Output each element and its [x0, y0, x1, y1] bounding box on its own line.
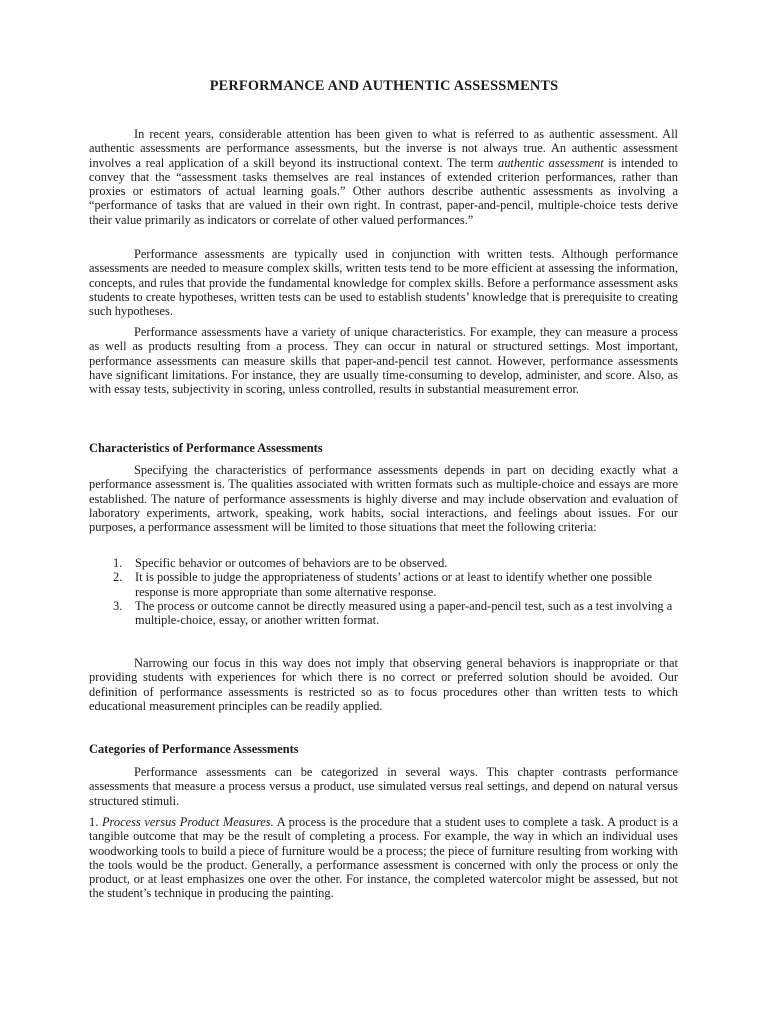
categories-heading: Categories of Performance Assessments	[89, 742, 299, 756]
criteria-item-text: The process or outcome cannot be directly measured using a paper-and-pencil test, such as a test involving a multiple-choice, essay, or another written format.	[135, 598, 673, 628]
process-product-text: A process is the procedure that a student uses to complete a task. A product is a tangible outcome that may be the result of completing a process. For example, the way in which an individual uses woodworking tools to build a piece of furniture would be a process; the piece of furniture resulting from working with the tools would be the product. Generally, a performance assessment is concerned with only the process or only the product, or at least emphasizes one over the other. For instance, the completed watercolor might be assessed, but not the student’s technique in producing the painting.	[89, 815, 678, 901]
criteria-item-number: 2.	[113, 570, 123, 585]
process-product-title: Process versus Product Measures.	[101, 815, 274, 829]
categories-paragraph-1: Performance assessments can be categorized in several ways. This chapter contrasts performance assessments that measure a process versus a product, use simulated versus real settings, and depend on natural versus structured stimuli.	[89, 765, 678, 808]
criteria-list	[89, 556, 678, 627]
criteria-item-text: Specific behavior or outcomes of behaviors are to be observed.	[135, 556, 448, 570]
intro-paragraph-1	[89, 127, 678, 227]
intro-paragraph-3: Performance assessments have a variety of unique characteristics. For example, they can measure a process as well as products resulting from a process. They can occur in natural or structured settings. Most important, performance assessments can measure skills that paper-and-pencil test cannot. However, performance assessments have significant limitations. For instance, they are usually time-consuming to develop, administer, and score. Also, as with essay tests, subjectivity in scoring, unless controlled, results in substantial measurement error.	[89, 325, 678, 397]
intro-paragraph-2: Performance assessments are typically used in conjunction with written tests. Although performance assessments are needed to measure complex skills, written tests tend to be more efficient at assessing the information, concepts, and rules that provide the fundamental knowledge for complex skills. Before a performance assessment asks students to create hypotheses, written tests can be used to establish students’ knowledge that is prerequisite to creating such hypotheses.	[89, 247, 678, 319]
process-product-number: 1.	[89, 815, 102, 829]
process-product-paragraph	[89, 815, 678, 901]
page-title: PERFORMANCE AND AUTHENTIC ASSESSMENTS	[209, 78, 559, 94]
characteristics-paragraph-1: Specifying the characteristics of performance assessments depends in part on deciding exactly what a performance assessment is. The qualities associated with written formats such as multiple-choice and essays are more established. The nature of performance assessments is highly diverse and may include observation and evaluation of laboratory experiments, artwork, speaking, work habits, social interactions, and feelings about issues. For our purposes, a performance assessment will be limited to those situations that meet the following criteria:	[89, 463, 678, 535]
criteria-item	[89, 599, 678, 628]
criteria-item	[89, 570, 678, 599]
intro-paragraph-1-text-b: is intended to convey that the “assessment tasks themselves are real instances of extended criterion performances, rather than proxies or estimators of actual learning goals.” Other authors describe authentic assessments as involving a “performance of tasks that are valued in their own right. In contrast, paper-and-pencil, multiple-choice tests derive their value primarily as indicators or correlate of other valued performances.”	[89, 155, 678, 227]
characteristics-paragraph-2: Narrowing our focus in this way does not imply that observing general behaviors is inappropriate or that providing students with experiences for which there is no correct or preferred solution should be avoided. Our definition of performance assessments is restricted so as to focus procedures other than written tests to which educational measurement principles can be readily applied.	[89, 656, 678, 713]
criteria-item-number: 1.	[113, 556, 123, 570]
criteria-item-text: It is possible to judge the appropriateness of students’ actions or at least to identify whether one possible response is more appropriate than some alternative response.	[135, 570, 652, 599]
criteria-item	[89, 556, 678, 570]
characteristics-heading: Characteristics of Performance Assessments	[89, 441, 323, 455]
authentic-assessment-term: authentic assessment	[498, 155, 604, 170]
intro-paragraph-1-text-a: In recent years, considerable attention has been given to what is referred to as authentic assessment. All authentic assessments are performance assessments, but the inverse is not always true. An authentic assessment involves a real application of a skill beyond its instructional context. The term	[89, 127, 678, 170]
criteria-item-number: 3.	[113, 598, 123, 613]
